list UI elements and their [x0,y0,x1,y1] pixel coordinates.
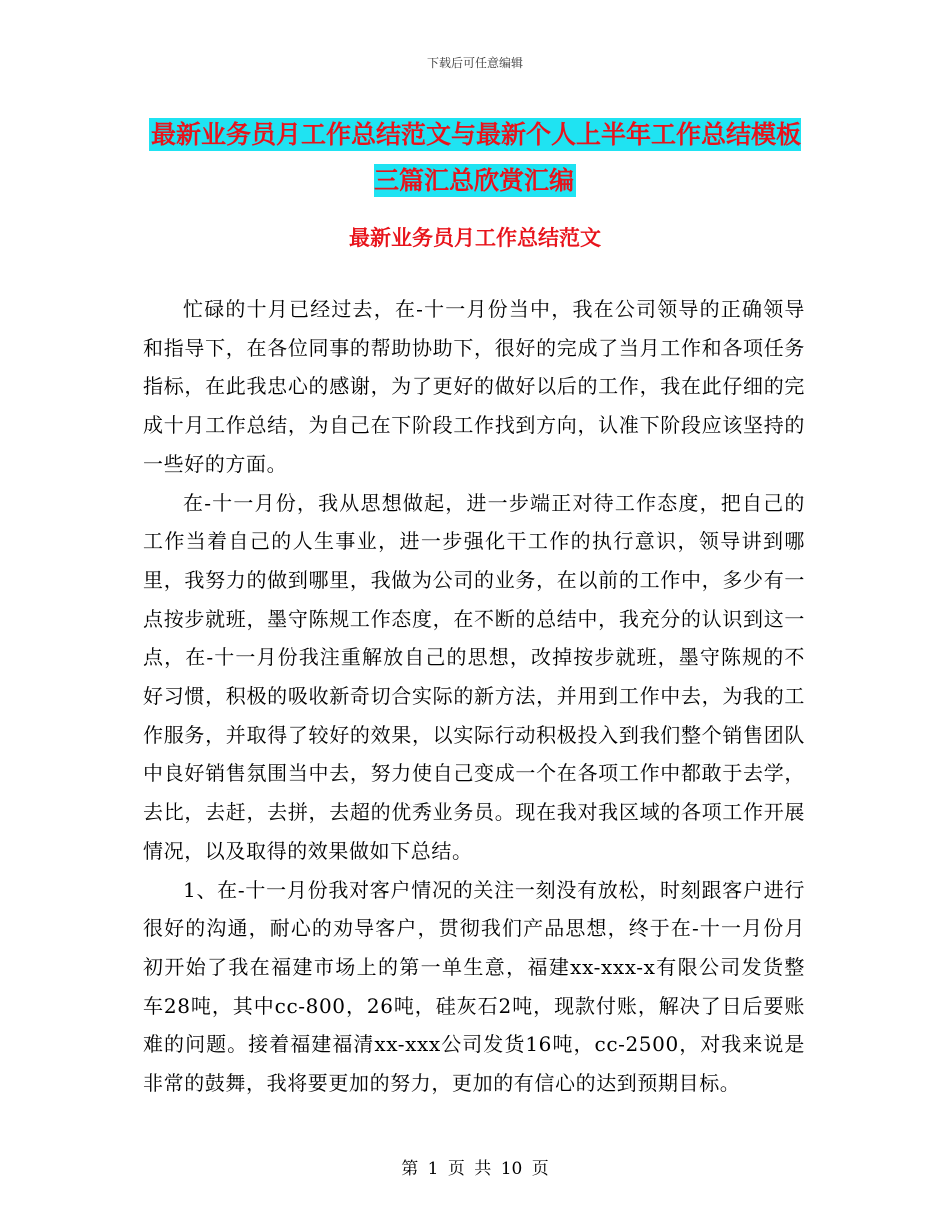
paragraph: 在-十一月份，我从思想做起，进一步端正对待工作态度，把自己的工作当着自己的人生事业，进一步强化干工作的执行意识，领导讲到哪里，我努力的做到哪里，我做为公司的业务，在以前的工作中，多少有一点按步就班，墨守陈规工作态度，在不断的总结中，我充分的认识到这一点，在-十一月份我注重解放自己的思想，改掉按步就班，墨守陈规的不好习惯，积极的吸收新奇切合实际的新方法，并用到工作中去，为我的工作服务，并取得了较好的效果，以实际行动积极投入到我们整个销售团队中良好销售氛围当中去，努力使自己变成一个在各项工作中都敢于去学，去比，去赶，去拼，去超的优秀业务员。现在我对我区域的各项工作开展情况，以及取得的效果做如下总结。 [143,490,805,863]
paragraph: 忙碌的十月已经过去，在-十一月份当中，我在公司领导的正确领导和指导下，在各位同事的帮助协助下，很好的完成了当月工作和各项任务指标，在此我忠心的感谢，为了更好的做好以后的工作，我在此仔细的完成十月工作总结，为自己在下阶段工作找到方向，认准下阶段应该坚持的一些好的方面。 [143,297,805,476]
section-title: 最新业务员月工作总结范文 [349,226,601,250]
header-note: 下载后可任意编辑 [426,56,523,70]
paragraph: 1、在-十一月份我对客户情况的关注一刻没有放松，时刻跟客户进行很好的沟通，耐心的劝导客户，贯彻我们产品思想，终于在-十一月份月初开始了我在福建市场上的第一单生意，福建xx-xxx-x有限公司发货整车28吨，其中cc-800，26吨，硅灰石2吨，现款付账，解决了日后要账难的问题。接着福建福清xx-xxx公司发货16吨，cc-2500，对我来说是非常的鼓舞，我将要更加的努力，更加的有信心的达到预期目标。 [143,877,805,1096]
document-title-text: 最新业务员月工作总结范文与最新个人上半年工作总结模板三篇汇总欣赏汇编 [150,120,801,195]
page-footer: 第 1 页 共 10 页 [401,1159,549,1179]
body-text [143,290,805,1103]
document-title [145,112,805,204]
